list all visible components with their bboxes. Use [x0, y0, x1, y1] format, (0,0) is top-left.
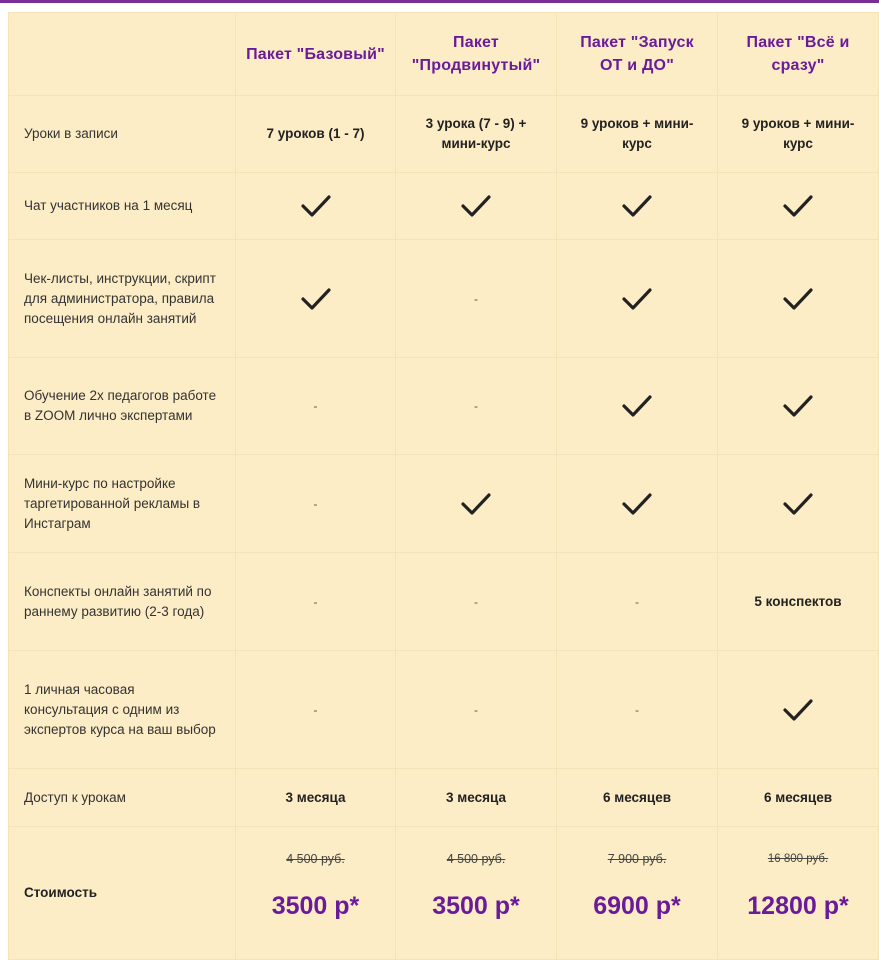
price-row-label: Стоимость	[9, 827, 236, 960]
package-title-basic: Пакет "Базовый"	[236, 13, 396, 96]
table-row	[9, 553, 879, 651]
price-row	[9, 827, 879, 960]
cell-launch-included	[557, 358, 718, 455]
cell-advanced-value: 3 урока (7 - 9) + мини-курс	[396, 96, 557, 173]
feature-label: 1 личная часовая консультация с одним из экспертов курса на ваш выбор	[9, 651, 236, 769]
checkmark-icon	[622, 197, 652, 214]
cell-launch-included	[557, 455, 718, 553]
cell-all-at-once-included	[718, 240, 879, 358]
cell-basic-not-included: -	[236, 651, 396, 769]
cell-advanced-included	[396, 173, 557, 240]
cell-launch-included	[557, 240, 718, 358]
cell-launch-not-included: -	[557, 651, 718, 769]
checkmark-icon	[783, 701, 813, 718]
cell-basic-value: 7 уроков (1 - 7)	[236, 96, 396, 173]
top-accent-bar	[0, 0, 879, 3]
cell-all-at-once-included	[718, 358, 879, 455]
checkmark-icon	[622, 495, 652, 512]
cell-launch-included	[557, 173, 718, 240]
checkmark-icon	[783, 495, 813, 512]
table-row	[9, 651, 879, 769]
checkmark-icon	[783, 397, 813, 414]
cell-basic-not-included: -	[236, 553, 396, 651]
cell-advanced-included	[396, 455, 557, 553]
feature-label: Конспекты онлайн занятий по раннему развитию (2-3 года)	[9, 553, 236, 651]
table-row	[9, 240, 879, 358]
old-price: 4 500 руб.	[446, 852, 506, 866]
new-price: 3500 р*	[271, 892, 360, 920]
cell-advanced-not-included: -	[396, 358, 557, 455]
feature-label: Чат участников на 1 месяц	[9, 173, 236, 240]
checkmark-icon	[783, 290, 813, 307]
new-price: 12800 р*	[747, 892, 849, 920]
cell-basic-value: 3 месяца	[236, 769, 396, 827]
table-row	[9, 173, 879, 240]
cell-basic-not-included: -	[236, 358, 396, 455]
header-empty-cell	[9, 13, 236, 96]
checkmark-icon	[301, 197, 331, 214]
price-cell-basic	[236, 827, 396, 960]
cell-all-at-once-value: 6 месяцев	[718, 769, 879, 827]
feature-label: Обучение 2х педагогов работе в ZOOM лично экспертами	[9, 358, 236, 455]
feature-label: Чек-листы, инструкции, скрипт для администратора, правила посещения онлайн занятий	[9, 240, 236, 358]
package-title-all-at-once: Пакет "Всё и сразу"	[718, 13, 879, 96]
checkmark-icon	[783, 197, 813, 214]
cell-all-at-once-included	[718, 173, 879, 240]
old-price: 16 800 руб.	[767, 853, 829, 865]
checkmark-icon	[461, 197, 491, 214]
table-row	[9, 769, 879, 827]
cell-advanced-not-included: -	[396, 651, 557, 769]
old-price: 4 500 руб.	[286, 852, 345, 866]
cell-advanced-not-included: -	[396, 240, 557, 358]
feature-label: Уроки в записи	[9, 96, 236, 173]
old-price: 7 900 руб.	[607, 852, 667, 866]
cell-basic-not-included: -	[236, 455, 396, 553]
table-header-row	[9, 13, 879, 96]
checkmark-icon	[461, 495, 491, 512]
pricing-comparison-table	[8, 12, 879, 960]
cell-basic-included	[236, 173, 396, 240]
cell-all-at-once-value: 5 конспектов	[718, 553, 879, 651]
feature-label: Мини-курс по настройке таргетированной рекламы в Инстаграм	[9, 455, 236, 553]
checkmark-icon	[622, 290, 652, 307]
package-title-launch: Пакет "Запуск ОТ и ДО"	[557, 13, 718, 96]
price-cell-all-at-once	[718, 827, 879, 960]
feature-label: Доступ к урокам	[9, 769, 236, 827]
cell-all-at-once-value: 9 уроков + мини-курс	[718, 96, 879, 173]
cell-all-at-once-included	[718, 455, 879, 553]
package-title-advanced: Пакет "Продвинутый"	[396, 13, 557, 96]
table-row	[9, 96, 879, 173]
cell-advanced-value: 3 месяца	[396, 769, 557, 827]
new-price: 3500 р*	[432, 892, 520, 920]
price-cell-advanced	[396, 827, 557, 960]
new-price: 6900 р*	[593, 892, 681, 920]
cell-launch-value: 9 уроков + мини-курс	[557, 96, 718, 173]
table-row	[9, 358, 879, 455]
checkmark-icon	[622, 397, 652, 414]
cell-advanced-not-included: -	[396, 553, 557, 651]
cell-basic-included	[236, 240, 396, 358]
cell-launch-not-included: -	[557, 553, 718, 651]
price-cell-launch	[557, 827, 718, 960]
table-row	[9, 455, 879, 553]
checkmark-icon	[301, 290, 331, 307]
cell-all-at-once-included	[718, 651, 879, 769]
cell-launch-value: 6 месяцев	[557, 769, 718, 827]
